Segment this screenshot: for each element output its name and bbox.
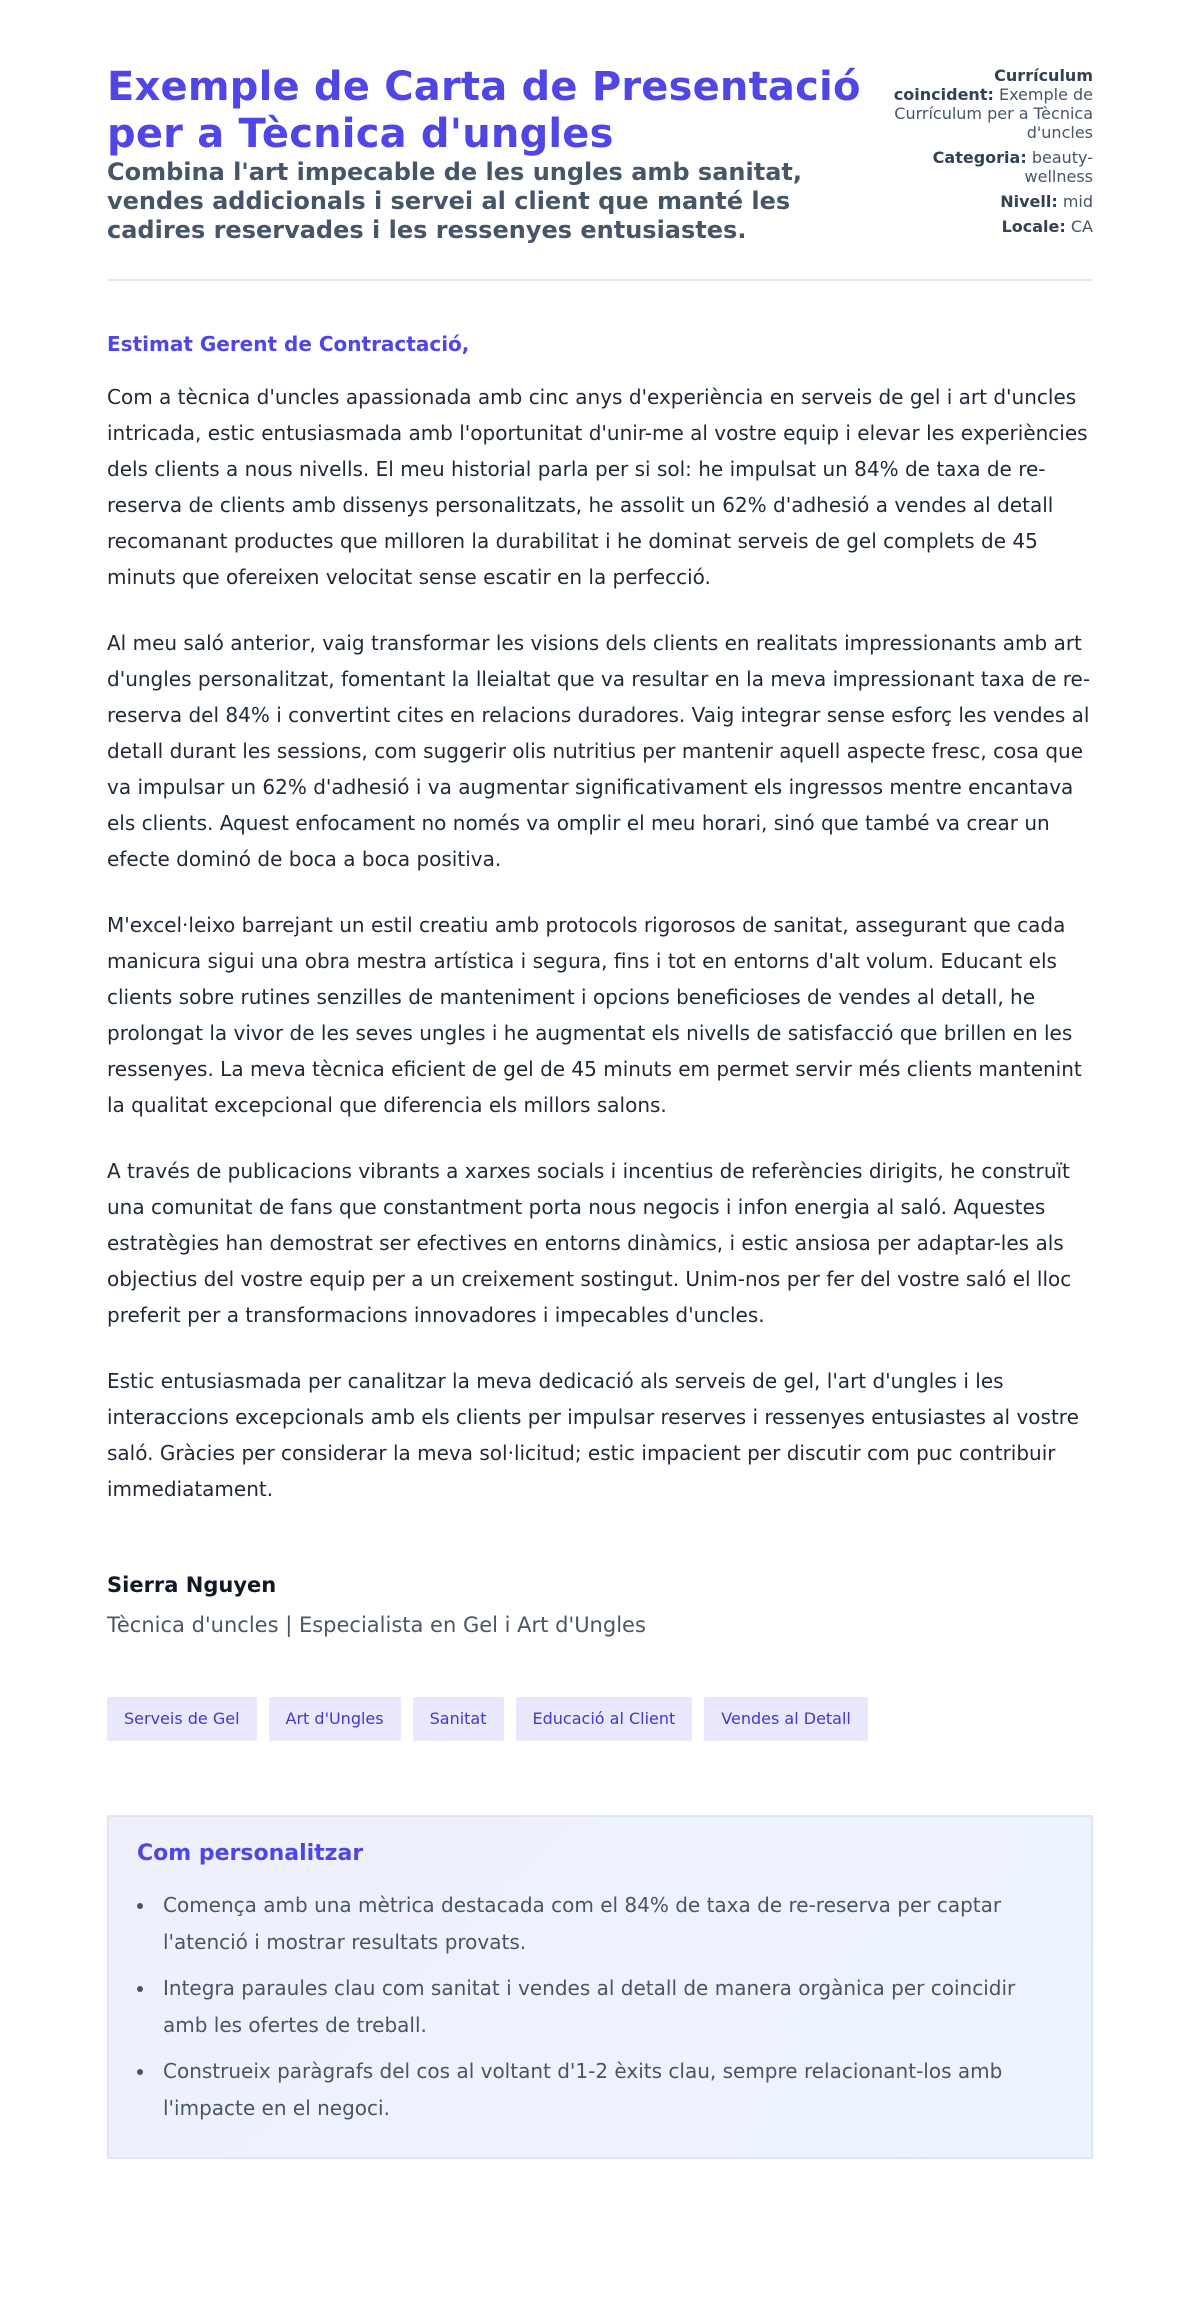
meta-locale-label: Locale: <box>1001 217 1066 236</box>
letter-paragraph-5: Estic entusiasmada per canalitzar la meva dedicació als serveis de gel, l'art d'ungles i les interaccions excepcionals amb els clients per impulsar reserves i ressenyes entusiastes al vostre saló. Gràcies per considerar la meva sol·licitud; estic impacient per discutir com puc contribuir immediatament. <box>107 1369 1079 1501</box>
meta-resume-value: Exemple de Currículum per a Tècnica d'uncles <box>894 85 1093 142</box>
tips-title: Com personalitzar <box>137 1841 364 1866</box>
page-title: Exemple de Carta de Presentació per a Tècnica d'ungles <box>107 64 861 157</box>
meta-level-label: Nivell: <box>1000 192 1058 211</box>
letter-paragraph-2: Al meu saló anterior, vaig transformar les visions dels clients en realitats impressionants amb art d'ungles personalitzat, fomentant la lleialtat que va resultar en la meva impressionant taxa de re-reserva del 84% i convertint cites en relacions duradores. Vaig integrar sense esforç les vendes al detall durant les sessions, com suggerir olis nutritius per mantenir aquell aspecte fresc, cosa que va impulsar un 62% d'adhesió i va augmentar significativament els ingressos mentre encantava els clients. Aquest enfocament no només va omplir el meu horari, sinó que també va crear un efecte dominó de boca a boca positiva. <box>107 631 1091 871</box>
meta-resume-label: Currículum coincident: <box>893 66 1093 104</box>
skill-tag: Art d'Ungles <box>269 1697 401 1741</box>
header-titles <box>107 64 867 245</box>
meta-level-value: mid <box>1062 192 1093 211</box>
letter-paragraph-1: Com a tècnica d'uncles apassionada amb cinc anys d'experiència en serveis de gel i art d'uncles intricada, estic entusiasmada amb l'oportunitat d'unir-me al vostre equip i elevar les experiències dels clients a nous nivells. El meu historial parla per si sol: he impulsat un 84% de taxa de re-reserva de clients amb dissenys personalitzats, he assolit un 62% d'adhesió a vendes al detall recomanant productes que milloren la durabilitat i he dominat serveis de gel complets de 45 minuts que ofereixen velocitat sense escatir en la perfecció. <box>107 385 1088 589</box>
skill-tag: Vendes al Detall <box>704 1697 868 1741</box>
tip-item <box>137 1970 1063 2044</box>
tip-text: Construeix paràgrafs del cos al voltant d'1-2 èxits clau, sempre relacionant-los amb l'impacte en el negoci. <box>163 2059 1003 2120</box>
letter-paragraph-4: A través de publicacions vibrants a xarxes socials i incentius de referències dirigits, he construït una comunitat de fans que constantment porta nous negocis i infon energia al saló. Aquestes estratègies han demostrat ser efectives en entorns dinàmics, i estic ansiosa per adaptar-les als objectius del vostre equip per a un creixement sostingut. Unim-nos per fer del vostre saló el lloc preferit per a transformacions innovadores i impecables d'uncles. <box>107 1159 1072 1327</box>
meta-locale <box>893 217 1093 236</box>
skill-tag: Serveis de Gel <box>107 1697 257 1741</box>
tip-item <box>137 2053 1063 2127</box>
bullet-icon <box>137 2069 143 2075</box>
metadata-panel <box>893 64 1093 242</box>
meta-category-label: Categoria: <box>932 148 1027 167</box>
skill-tags <box>107 1697 1093 1741</box>
letter-paragraphs <box>107 379 1093 1507</box>
skill-tag: Sanitat <box>413 1697 504 1741</box>
tip-text: Comença amb una mètrica destacada com el 84% de taxa de re-reserva per captar l'atenció i mostrar resultats provats. <box>163 1893 1002 1954</box>
customization-tips-box <box>107 1815 1093 2159</box>
meta-category-value: beauty-wellness <box>1024 148 1093 186</box>
tip-text: Integra paraules clau com sanitat i vendes al detall de manera orgànica per coincidir amb les ofertes de treball. <box>163 1976 1016 2037</box>
bullet-icon <box>137 1903 143 1909</box>
page-subtitle: Combina l'art impecable de les ungles amb sanitat, vendes addicionals i servei al client que manté les cadires reservades i les ressenyes entusiastes. <box>107 158 802 244</box>
meta-category <box>893 148 1093 186</box>
meta-level <box>893 192 1093 211</box>
bullet-icon <box>137 1986 143 1992</box>
skill-tag: Educació al Client <box>516 1697 693 1741</box>
letter-greeting: Estimat Gerent de Contractació, <box>107 332 470 356</box>
signature-title: Tècnica d'uncles | Especialista en Gel i Art d'Ungles <box>107 1613 646 1637</box>
tips-list <box>137 1887 1063 2127</box>
tip-item <box>137 1887 1063 1961</box>
signature-block <box>107 1571 1093 1639</box>
letter-body <box>107 331 1093 1639</box>
meta-locale-value: CA <box>1070 217 1093 236</box>
letter-paragraph-3: M'excel·leixo barrejant un estil creatiu amb protocols rigorosos de sanitat, assegurant que cada manicura sigui una obra mestra artística i segura, fins i tot en entorns d'alt volum. Educant els clients sobre rutines senzilles de manteniment i opcions beneficioses de vendes al detall, he prolongat la vivor de les seves ungles i he augmentat els nivells de satisfacció que brillen en les ressenyes. La meva tècnica eficient de gel de 45 minuts em permet servir més clients mantenint la qualitat excepcional que diferencia els millors salons. <box>107 913 1082 1117</box>
page-header <box>107 64 1093 281</box>
meta-resume <box>893 66 1093 142</box>
signature-name: Sierra Nguyen <box>107 1573 277 1597</box>
